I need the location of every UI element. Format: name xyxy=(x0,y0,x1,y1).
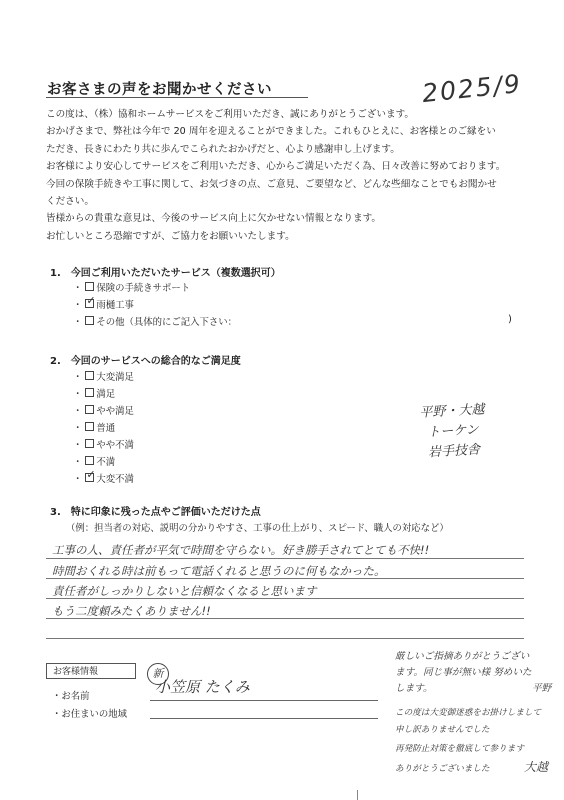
intro-line: この度は、（株）協和ホームサービスをご利用いただき、誠にありがとうございます。 xyxy=(46,109,415,120)
intro-line: 今回の保険手続きや工事に関して、お気づきの点、ご意見、ご要望など、どんな些細なことでもお聞かせ xyxy=(46,178,497,190)
side-note-line: 平野・大越 xyxy=(419,402,485,421)
title-underline xyxy=(46,97,308,98)
option-label: 普通 xyxy=(96,423,116,434)
checkbox-checked[interactable] xyxy=(85,473,94,482)
reply-line: ありがとうございました xyxy=(395,764,490,774)
q3-example: （例：担当者の対応、説明の分かりやすさ、工事の仕上がり、スピード、職人の対応など） xyxy=(66,523,449,534)
q1-option[interactable]: ・✓ 雨樋工事 xyxy=(73,297,134,311)
option-label: 雨樋工事 xyxy=(96,300,134,311)
side-note-line: 岩手技舎 xyxy=(427,442,481,461)
q3-heading: 3. 特に印象に残った点やご評価いただけた点 xyxy=(50,507,261,518)
reply-line: ます。同じ事が無い様 努めいた xyxy=(395,667,532,678)
checkbox[interactable] xyxy=(85,371,94,380)
option-label: 不満 xyxy=(96,457,116,468)
checkbox[interactable] xyxy=(85,456,94,465)
side-note-line: トーケン xyxy=(426,422,480,441)
customer-info-label: お客様情報 xyxy=(46,663,136,679)
page-title: お客さまの声をお聞かせください xyxy=(47,82,272,98)
intro-line: お客様により安心してサービスをご利用いただき、心からご満足いただく為、日々改善に努めております。 xyxy=(46,161,506,173)
checkbox[interactable] xyxy=(85,282,94,291)
checkbox[interactable] xyxy=(85,316,94,325)
reply-line: 申し訳ありませんでした xyxy=(395,725,490,735)
q2-heading: 2. 今回のサービスへの総合的なご満足度 xyxy=(50,356,241,367)
checkbox-checked[interactable] xyxy=(85,299,94,308)
q1-option[interactable]: ・ 保険の手続きサポート xyxy=(73,283,191,294)
reply-line: この度は大変御迷惑をお掛けしまして xyxy=(395,708,542,718)
area-label: ・お住まいの地域 xyxy=(52,709,128,720)
option-label: 大変不満 xyxy=(96,474,134,485)
customer-name: 小笠原 たくみ xyxy=(155,678,250,696)
handwritten-side-note xyxy=(406,400,499,465)
name-field-line xyxy=(150,700,378,701)
handwritten-date: 2025/9 xyxy=(420,68,524,109)
q1-option[interactable]: ・ その他（具体的にご記入下さい： xyxy=(73,317,238,328)
name-stamp: 新 xyxy=(147,663,169,685)
intro-line: おかげさまで、弊社は今年で 20 周年を迎えることができました。これもひとえに、お客様とのご縁をい xyxy=(46,126,496,138)
reply-signature: 平野 xyxy=(532,683,552,694)
option-label: やや満足 xyxy=(96,406,134,417)
option-label: 大変満足 xyxy=(96,372,134,383)
q2-option[interactable]: ・ 大変満足 xyxy=(73,372,134,383)
comment-text: もう二度頼みたくありません!! xyxy=(52,604,211,618)
intro-line: ください。 xyxy=(46,196,94,208)
q2-option[interactable]: ・ 満足 xyxy=(73,389,116,400)
reply-line: します。 xyxy=(395,683,433,694)
q2-option[interactable]: ・✓ 大変不満 xyxy=(73,471,134,485)
option-label: 満足 xyxy=(96,389,116,400)
option-label: 保険の手続きサポート xyxy=(96,283,191,294)
comment-text: 責任者がしっかりしないと信頼なくなると思います xyxy=(52,584,317,598)
intro-text xyxy=(46,106,546,245)
paren-close: ) xyxy=(508,314,512,325)
page-edge-mark xyxy=(357,790,358,800)
q2-option[interactable]: ・ 不満 xyxy=(73,457,116,468)
option-label: やや不満 xyxy=(96,440,134,451)
checkbox[interactable] xyxy=(85,439,94,448)
q2-option[interactable]: ・ やや満足 xyxy=(73,406,134,417)
name-label: ・お名前 xyxy=(52,691,90,702)
comment-text: 工事の人、責任者が平気で時間を守らない。好き勝手されてとても不快!! xyxy=(52,543,430,557)
option-label: その他（具体的にご記入下さい： xyxy=(96,317,238,328)
checkbox[interactable] xyxy=(85,388,94,397)
comment-text: 時間おくれる時は前もって電話くれると思うのに何もなかった。 xyxy=(52,564,386,578)
q2-option[interactable]: ・ やや不満 xyxy=(73,440,134,451)
intro-line: 皆様からの貴重な意見は、今後のサービス向上に欠かせない情報となります。 xyxy=(46,213,382,225)
area-field-line xyxy=(150,718,378,719)
q2-option[interactable]: ・ 普通 xyxy=(73,423,116,434)
comment-rule xyxy=(46,638,524,639)
q1-heading: 1. 今回ご利用いただいたサービス（複数選択可） xyxy=(50,268,281,279)
checkbox[interactable] xyxy=(85,422,94,431)
intro-line: お忙しいところ恐縮ですが、ご協力をお願いいたします。 xyxy=(46,230,295,242)
checkbox[interactable] xyxy=(85,405,94,414)
intro-line: ただき、長きにわたり共に歩んでこられたおかげだと、心より感謝申し上げます。 xyxy=(46,143,400,155)
reply-signature: 大越 xyxy=(524,760,549,774)
reply-line: 厳しいご指摘ありがとうござい xyxy=(395,651,530,662)
reply-line: 再発防止対策を徹底して参ります xyxy=(395,744,524,754)
comment-rule xyxy=(46,558,524,559)
